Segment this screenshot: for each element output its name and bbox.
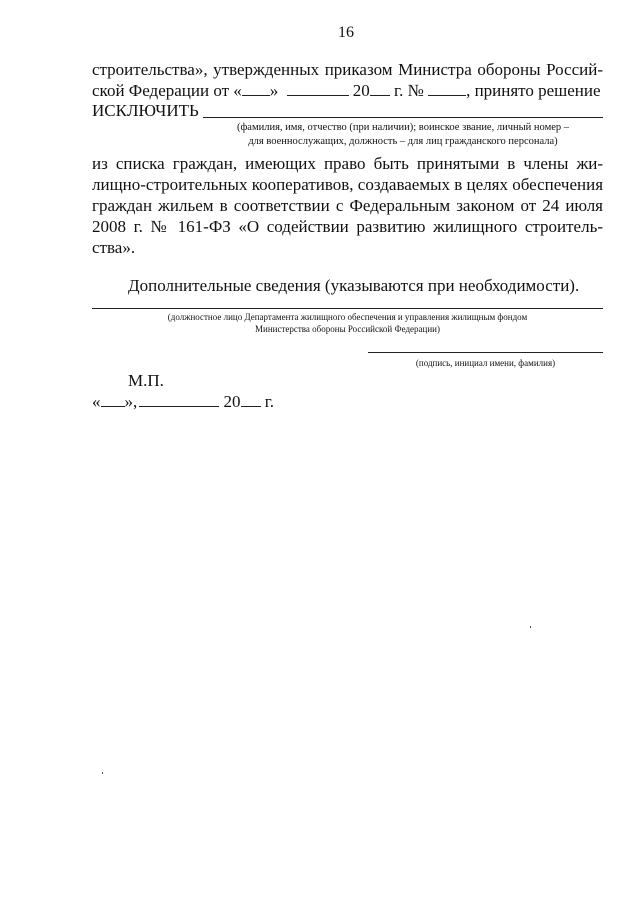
official-hint-line-1: (должностное лицо Департамента жилищного обеспечения и управления жилищным фондом [167,312,528,322]
exclude-word: ИСКЛЮЧИТЬ [92,101,199,120]
header-line-1: строительства», утвержденных приказом Министра обороны Россий- [92,60,603,79]
date-year-prefix: 20 [223,392,241,411]
date-close-quote: », [124,392,138,411]
person-hint-line-2: для военнослужащих, должность – для лиц гражданского персонала) [248,136,558,147]
page-number: 16 [338,24,354,41]
person-hint-line-1: (фамилия, имя, отчество (при наличии); воинское звание, личный номер – [236,122,570,133]
body-line-1: из списка граждан, имеющих право быть принятыми в члены жи- [92,154,603,173]
additional-info: Дополнительные сведения (указываются при необходимости). [128,276,580,295]
header-line-2 [92,81,601,101]
signature-hint: (подпись, инициал имени, фамилия) [415,358,556,368]
day-blank [242,81,270,96]
body-line-4: 2008 г. № 161-ФЗ «О содействии развитию жилищного строитель- [92,217,603,236]
date-day-blank [101,392,125,407]
date-year-suffix: г. [264,392,275,411]
official-hint-line-2: Министерства обороны Российской Федерации) [255,324,440,334]
scan-speck [102,772,103,774]
signature-line [368,352,603,353]
header-line-2-quote: » [269,81,279,100]
official-line [92,308,603,309]
year-blank [370,81,390,96]
person-name-line [203,117,603,118]
month-blank [287,81,349,96]
scan-speck [530,626,531,628]
header-decision-text: , принято решение [466,81,601,100]
body-line-5: ства». [92,238,136,257]
body-line-3: граждан жильем в соответствии с Федеральным законом от 24 июля [92,196,603,215]
seal-mark: М.П. [128,371,164,390]
date-open-quote: « [92,392,101,411]
order-number-blank [428,81,466,96]
date-line [92,392,274,412]
body-line-2: лищно-строительных кооперативов, создаваемых в целях обеспечения [92,175,604,194]
date-month-blank [139,392,219,407]
header-order-no-label: г. № [394,81,424,100]
header-line-2-start: ской Федерации от « [92,81,242,100]
date-year-blank [241,392,261,407]
header-year-prefix: 20 [352,81,370,100]
